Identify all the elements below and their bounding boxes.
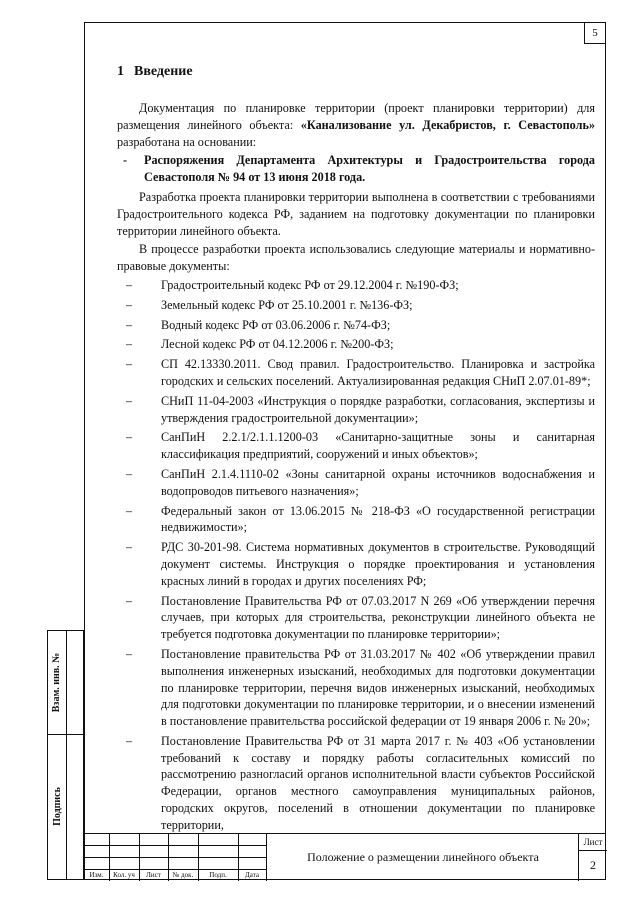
stamp-col-qty: Кол. уч <box>113 871 135 879</box>
list-item: – СНиП 11-04-2003 «Инструкция о порядке разработки, согласования, экспертизы и утверждения градостроительной документации»; <box>126 393 595 425</box>
list-item: – СанПиН 2.2.1/2.1.1.1200-03 «Санитарно-защитные зоны и санитарная классификация предприятий, сооружений и иных объектов»; <box>126 430 595 462</box>
stamp-col-sheet: Лист <box>146 871 161 879</box>
stamp-col-change: Изм. <box>89 871 104 879</box>
sheet-label: Лист <box>579 834 607 851</box>
list-item: – Лесной кодекс РФ от 04.12.2006 г. №200-ФЗ; <box>126 337 394 352</box>
page-corner-number: 5 <box>584 22 606 44</box>
section-heading <box>117 64 193 80</box>
document-title: Положение о размещении линейного объекта <box>266 834 579 881</box>
list-item: – Постановление Правительства РФ от 07.03.2017 N 269 «Об утверждении перечня случаев, при которых для строительства, реконструкции линейного объекта не требуется подготовка документации по планировке территории»; <box>126 593 595 642</box>
documents-list <box>117 277 595 834</box>
list-item: – Постановление Правительства РФ от 31 марта 2017 г. № 403 «Об установлении требований к составу и порядку работы согласительных комиссий по рассмотрению разногласий органов исполнительной власти субъектов Российской Федерации, органов местного самоуправления муниципальных районов, городских округов, поселений в отношении документации по планировке территории, <box>126 733 595 832</box>
revision-grid <box>84 834 266 881</box>
side-label-signature: Подпись <box>51 787 63 826</box>
list-item: – Земельный кодекс РФ от 25.10.2001 г. №136-ФЗ; <box>126 297 413 312</box>
section-title: Введение <box>134 64 193 79</box>
side-stamp <box>47 630 84 880</box>
side-cell-signature <box>47 735 84 880</box>
document-body <box>117 100 595 837</box>
object-name: «Канализование ул. Декабристов, г. Севастополь» <box>300 117 595 132</box>
list-item: – СП 42.13330.2011. Свод правил. Градостроительство. Планировка и застройка городских и сельских поселений. Актуализированная редакция СНиП 2.07.01-89*; <box>126 357 595 388</box>
title-block <box>84 833 606 881</box>
side-cell-replacement <box>47 630 84 735</box>
list-item: – СанПиН 2.1.4.1110-02 «Зоны санитарной охраны источников водоснабжения и водопроводов питьевого назначения»; <box>126 466 595 498</box>
sheet-cell <box>578 834 607 881</box>
list-item: – Постановление правительства РФ от 31.03.2017 № 402 «Об утверждении правил выполнения инженерных изысканий, необходимых для подготовки документации по планировке территории, перечня видов инженерных изысканий, необходимых для подготовки документации по планировке территории, и о внесении изменений в постановление правительства российской федерации от 19 января 2006 г. № 20»; <box>126 646 595 729</box>
list-item: – РДС 30-201-98. Система нормативных документов в строительстве. Руководящий документ системы. Инструкция о порядке проектирования и установления красных линий в городах и других поселениях РФ; <box>126 540 595 588</box>
side-label-replacement-inv: Взам. инв. № <box>51 652 63 713</box>
sheet-number: 2 <box>590 858 596 872</box>
section-number: 1 <box>117 64 124 79</box>
stamp-col-signature: Подп. <box>209 871 227 879</box>
basis-item: - Распоряжения Департамента Архитектуры и Градостроительства города Севастополя № 94 от 13 июня 2018 года. <box>123 153 595 185</box>
list-item: – Федеральный закон от 13.06.2015 № 218-ФЗ «О государственной регистрации недвижимости»; <box>126 503 595 535</box>
paragraph-2: Разработка проекта планировки территории выполнена в соответствии с требованиями Градостроительного кодекса РФ, заданием на подготовку документации по планировки территории линейного объекта. <box>117 189 595 238</box>
stamp-col-doc: № док. <box>172 871 194 879</box>
list-item: – Водный кодекс РФ от 03.06.2006 г. №74-ФЗ; <box>126 317 391 332</box>
stamp-col-date: Дата <box>245 871 259 879</box>
intro-paragraph: Документация по планировке территории (проект планировки территории) для размещения линейного объекта: «Канализование ул. Декабристов, г. Севастополь» разработана на основании: <box>117 101 595 149</box>
list-item: – Градостроительный кодекс РФ от 29.12.2004 г. №190-ФЗ; <box>126 277 459 292</box>
paragraph-3: В процессе разработки проекта использовались следующие материалы и нормативно-правовые документы: <box>117 242 595 274</box>
